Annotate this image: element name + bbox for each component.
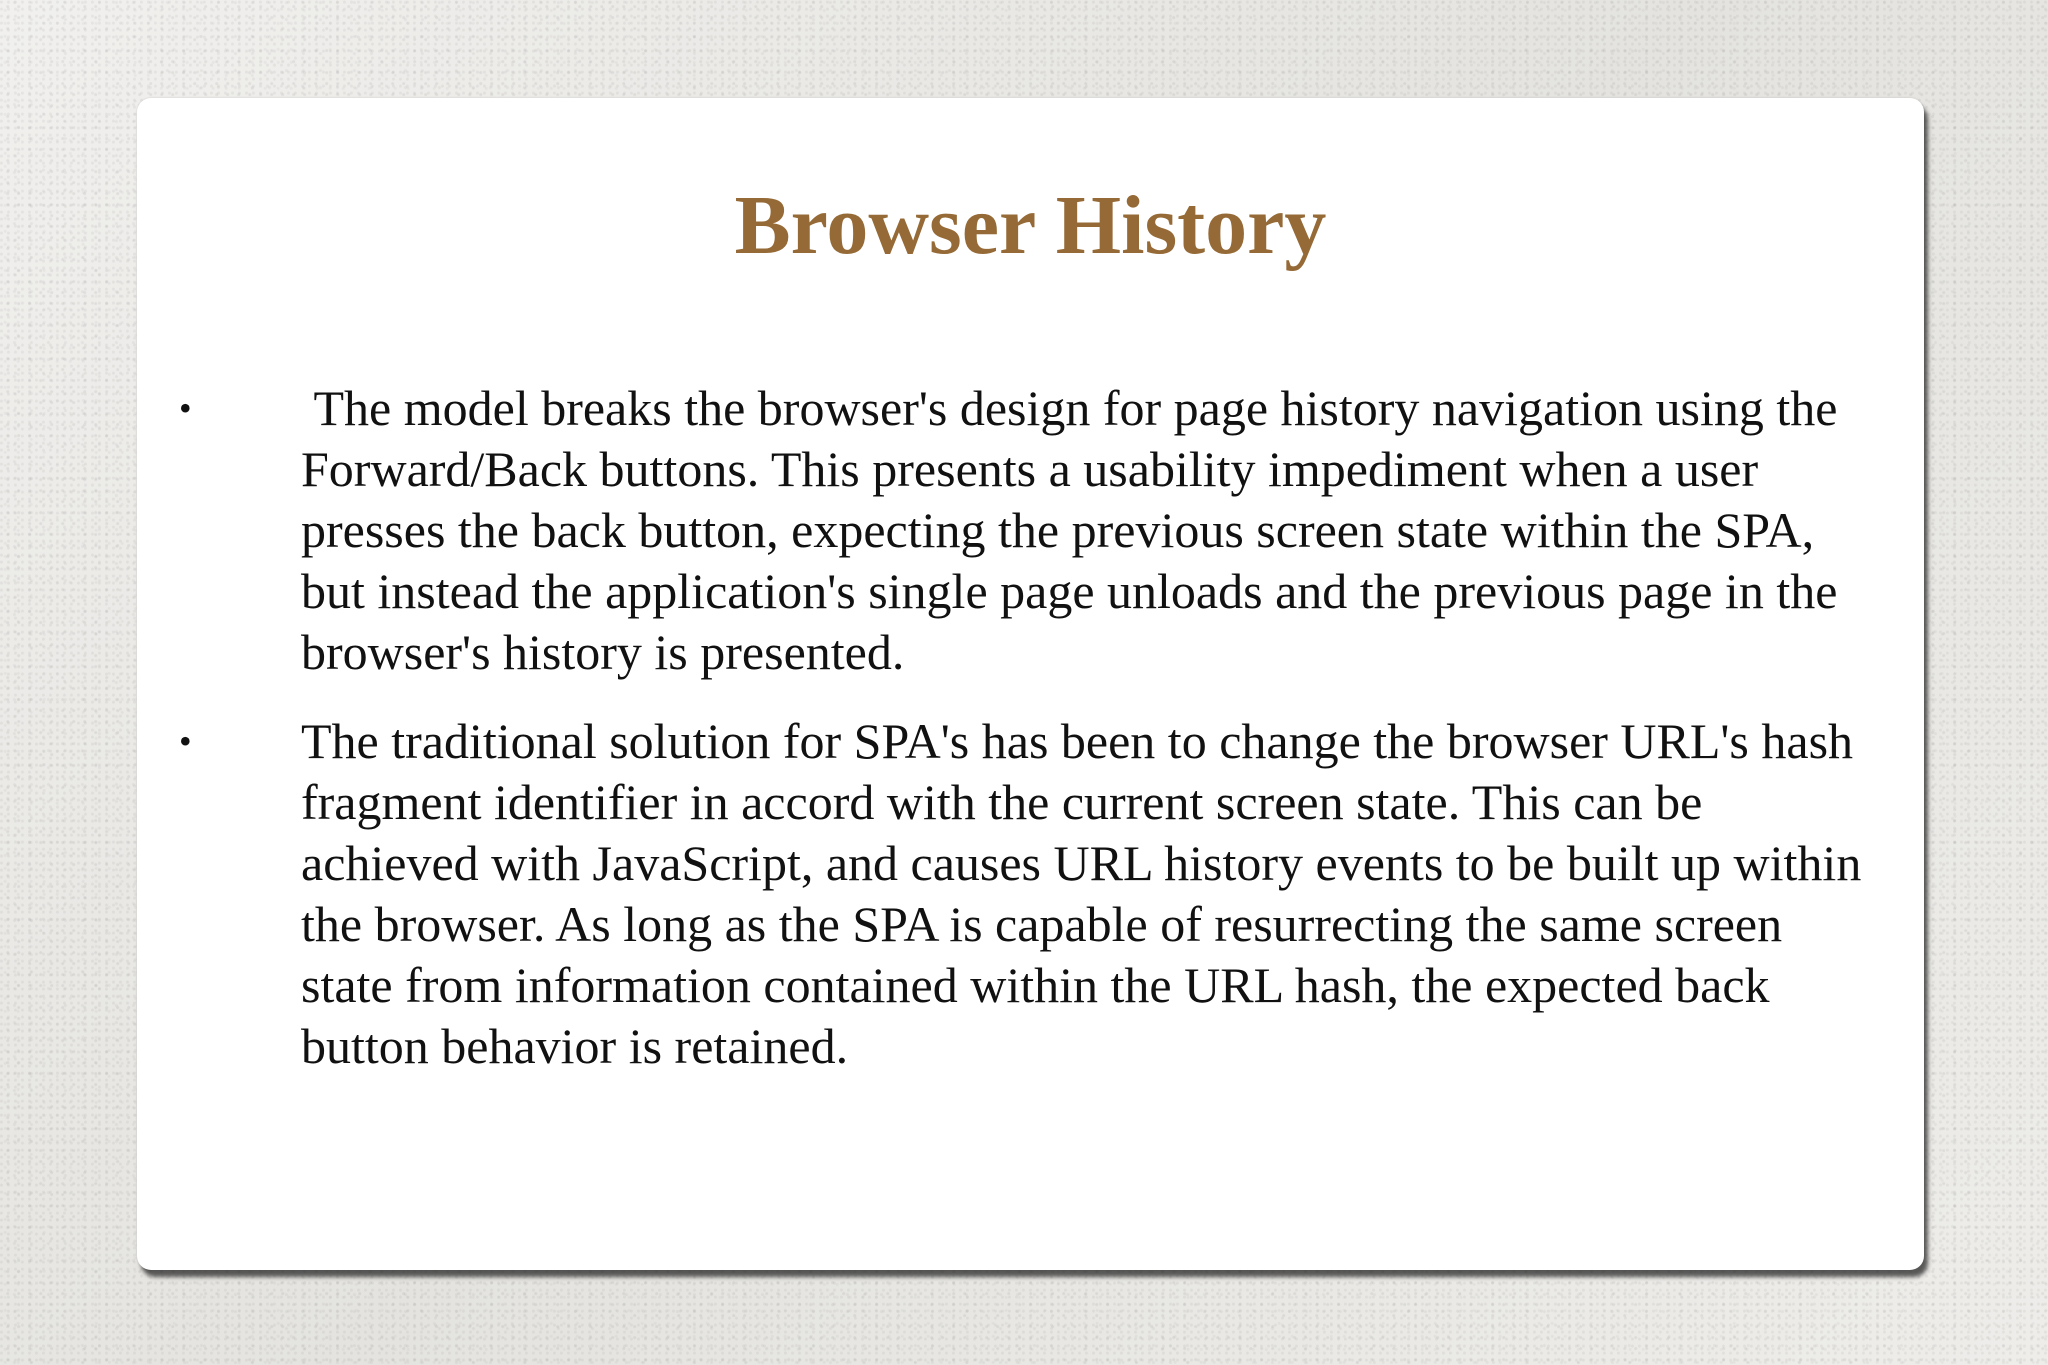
bullet-item [137,711,1924,1077]
bullet-item [137,378,1924,683]
bullet-list [137,378,1924,1105]
bullet-dot-icon: • [179,721,192,761]
bullet-text: The traditional solution for SPA's has been to change the browser URL's hash fragment identifier in accord with the current screen state. This can be achieved with JavaScript, and causes URL history events to be built up within the browser. As long as the SPA is capable of resurrecting the same screen state from information contained within the URL hash, the expected back button behavior is retained. [301,713,1874,1074]
bullet-text: The model breaks the browser's design for page history navigation using the Forward/Back buttons. This presents a usability impediment when a user presses the back button, expecting the previous screen state within the SPA, but instead the application's single page unloads and the previous page in the browser's history is presented. [301,380,1850,680]
bullet-dot-icon: • [179,388,192,428]
slide-card [137,98,1924,1270]
slide-title: Browser History [734,179,1327,272]
